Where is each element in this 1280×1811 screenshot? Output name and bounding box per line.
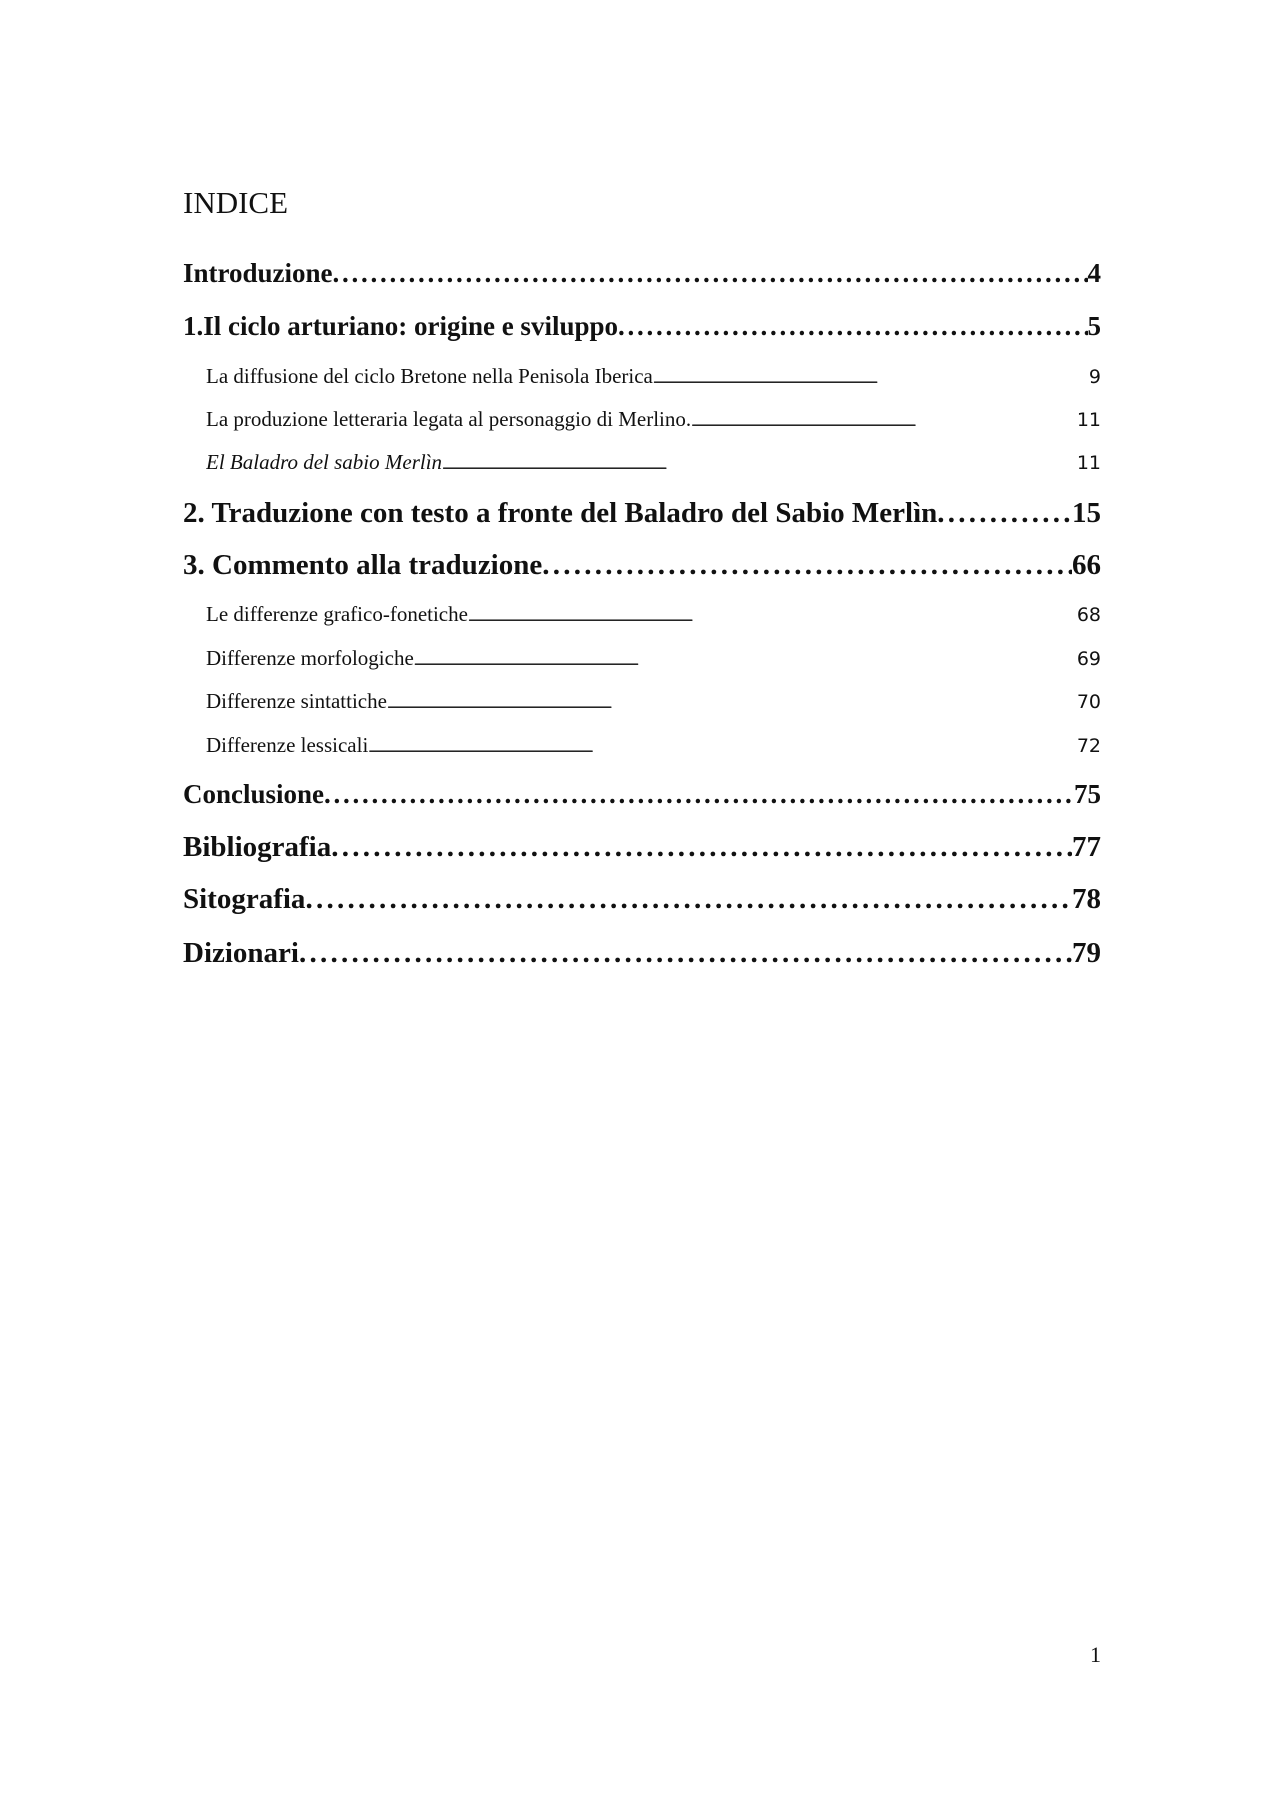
toc-entry-differenze-lessicali[interactable] bbox=[206, 730, 1101, 760]
dot-leader bbox=[333, 254, 1088, 292]
toc-entry-label: Differenze lessicali bbox=[206, 733, 369, 757]
toc-entry-label: Conclusione bbox=[183, 779, 325, 809]
toc-entry-differenze-sintattiche[interactable] bbox=[206, 686, 1101, 716]
toc-entry-label: La produzione letteraria legata al personaggio di Merlino. bbox=[206, 407, 692, 431]
toc-entry-label: Dizionari bbox=[183, 937, 299, 969]
toc-entry-label: 3. Commento alla traduzione bbox=[183, 549, 543, 581]
dot-leader bbox=[368, 730, 1077, 760]
toc-entry-label: Introduzione bbox=[183, 258, 333, 288]
toc-entry-label: Differenze sintattiche bbox=[206, 689, 387, 713]
toc-entry-page: 15 bbox=[1072, 497, 1101, 529]
toc-entry-page: 4 bbox=[1087, 258, 1101, 288]
dot-leader bbox=[305, 880, 1072, 918]
toc-entry-page: 69 bbox=[1076, 648, 1101, 670]
toc-entry-produzione-letteraria-merlino[interactable] bbox=[206, 404, 1101, 434]
toc-entry-label: La diffusione del ciclo Bretone nella Penisola Iberica bbox=[206, 364, 653, 388]
toc-entry-introduzione[interactable] bbox=[183, 254, 1101, 292]
page-number: 1 bbox=[1090, 1642, 1101, 1667]
toc-entry-page: 5 bbox=[1087, 311, 1101, 341]
toc-entry-baladro-sabio-merlin[interactable] bbox=[206, 447, 1101, 477]
dot-leader bbox=[414, 643, 1077, 673]
toc-entry-page: 79 bbox=[1072, 937, 1101, 969]
dot-leader bbox=[468, 599, 1077, 629]
toc-entry-label: Differenze morfologiche bbox=[206, 646, 414, 670]
toc-entry-page: 11 bbox=[1076, 452, 1101, 474]
toc-entry-differenze-grafico-fonetiche[interactable] bbox=[206, 599, 1101, 629]
toc-entry-ciclo-arturiano[interactable] bbox=[183, 307, 1101, 345]
toc-entry-conclusione[interactable] bbox=[183, 775, 1101, 813]
toc-entry-page: 11 bbox=[1076, 409, 1101, 431]
dot-leader bbox=[387, 686, 1077, 716]
toc-entry-bibliografia[interactable] bbox=[183, 828, 1101, 866]
toc-entry-diffusione-ciclo-bretone[interactable] bbox=[206, 361, 1101, 391]
toc-entry-label: Sitografia bbox=[183, 883, 306, 915]
toc-entry-label: 2. Traduzione con testo a fronte del Baladro del Sabio Merlìn bbox=[183, 497, 938, 529]
toc-entry-commento-traduzione[interactable] bbox=[183, 546, 1101, 584]
dot-leader bbox=[442, 447, 1077, 477]
toc-entry-page: 75 bbox=[1074, 779, 1101, 809]
dot-leader bbox=[299, 934, 1072, 972]
toc-entry-page: 66 bbox=[1072, 549, 1101, 581]
dot-leader bbox=[542, 546, 1072, 584]
toc-heading: INDICE bbox=[183, 185, 289, 220]
toc-entry-page: 70 bbox=[1076, 691, 1101, 713]
toc-entry-dizionari[interactable] bbox=[183, 934, 1101, 972]
toc-entry-differenze-morfologiche[interactable] bbox=[206, 643, 1101, 673]
toc-entry-label: El Baladro del sabio Merlìn bbox=[206, 450, 443, 474]
dot-leader bbox=[618, 307, 1088, 345]
toc-entry-traduzione[interactable] bbox=[183, 494, 1101, 532]
toc-entry-label: Le differenze grafico-fonetiche bbox=[206, 602, 468, 626]
dot-leader bbox=[324, 775, 1074, 813]
dot-leader bbox=[653, 361, 1089, 391]
toc-entry-page: 72 bbox=[1076, 735, 1101, 757]
toc-entry-page: 77 bbox=[1072, 831, 1101, 863]
toc-entry-label: 1.Il ciclo arturiano: origine e sviluppo bbox=[183, 311, 618, 341]
toc-entry-page: 78 bbox=[1072, 883, 1101, 915]
dot-leader bbox=[691, 404, 1077, 434]
toc-entry-page: 9 bbox=[1088, 366, 1101, 388]
toc-entry-page: 68 bbox=[1076, 604, 1101, 626]
dot-leader bbox=[937, 494, 1072, 532]
toc-entry-sitografia[interactable] bbox=[183, 880, 1101, 918]
toc-entry-label: Bibliografia bbox=[183, 831, 332, 863]
dot-leader bbox=[331, 828, 1072, 866]
